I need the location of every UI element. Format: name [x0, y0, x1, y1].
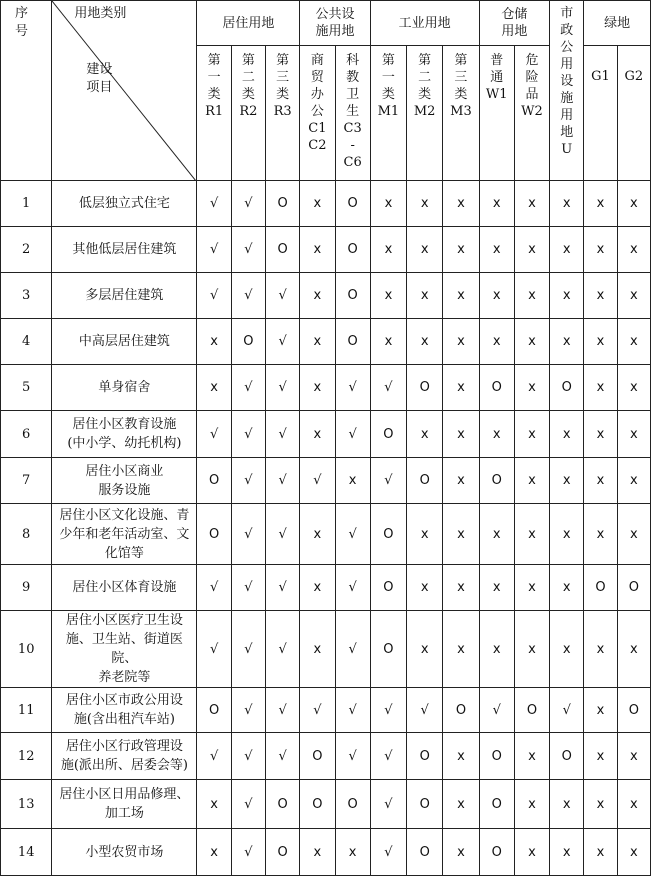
group-municipal-utility	[550, 1, 584, 181]
municipal-utility-label: 市 政 公 用 设 施 用 地 U	[560, 6, 574, 157]
compatibility-mark: O	[407, 733, 443, 780]
compatibility-mark: x	[197, 780, 231, 829]
sub-c1c2: 商 贸 办 公 C1 C2	[300, 46, 335, 181]
group-residential: 居住用地	[197, 1, 300, 46]
compatibility-mark: O	[265, 829, 299, 876]
table-row	[1, 780, 651, 829]
compatibility-mark: x	[514, 611, 549, 688]
project-name: 居住小区教育设施 (中小学、幼托机构)	[52, 411, 197, 458]
row-number: 4	[1, 319, 52, 365]
row-number: 8	[1, 504, 52, 565]
compatibility-mark: x	[443, 829, 479, 876]
land-category-label: 用地类别	[74, 6, 127, 21]
row-number: 14	[1, 829, 52, 876]
sub-m2: 第 二 类 M2	[407, 46, 443, 181]
compatibility-mark: O	[479, 365, 514, 411]
compatibility-mark: x	[584, 733, 617, 780]
compatibility-mark: x	[407, 227, 443, 273]
compatibility-mark: O	[197, 688, 231, 733]
project-name: 单身宿舍	[52, 365, 197, 411]
compatibility-mark: √	[197, 273, 231, 319]
project-name: 中高层居住建筑	[52, 319, 197, 365]
compatibility-mark: x	[300, 411, 335, 458]
compatibility-mark: √	[370, 688, 406, 733]
compatibility-mark: x	[335, 458, 370, 504]
compatibility-mark: √	[265, 504, 299, 565]
project-name: 其他低层居住建筑	[52, 227, 197, 273]
compatibility-mark: x	[514, 227, 549, 273]
compatibility-mark: x	[514, 829, 549, 876]
project-label: 建设 项目	[86, 62, 113, 95]
compatibility-mark: x	[550, 181, 584, 227]
compatibility-mark: x	[617, 227, 650, 273]
compatibility-mark: x	[514, 504, 549, 565]
compatibility-mark: O	[197, 504, 231, 565]
compatibility-mark: x	[584, 411, 617, 458]
row-number: 11	[1, 688, 52, 733]
table-row	[1, 829, 651, 876]
compatibility-mark: x	[550, 273, 584, 319]
compatibility-mark: O	[335, 273, 370, 319]
compatibility-mark: x	[300, 829, 335, 876]
compatibility-mark: √	[335, 688, 370, 733]
sub-c3c6: 科 教 卫 生 C3 - C6	[335, 46, 370, 181]
table-row	[1, 365, 651, 411]
project-name: 居住小区日用品修理、 加工场	[52, 780, 197, 829]
compatibility-mark: x	[300, 273, 335, 319]
compatibility-mark: O	[300, 733, 335, 780]
table-row	[1, 273, 651, 319]
compatibility-mark: x	[370, 319, 406, 365]
compatibility-mark: x	[514, 733, 549, 780]
project-name: 低层独立式住宅	[52, 181, 197, 227]
compatibility-mark: √	[231, 181, 265, 227]
compatibility-mark: √	[231, 780, 265, 829]
project-name: 居住小区文化设施、青 少年和老年活动室、文 化馆等	[52, 504, 197, 565]
row-number: 5	[1, 365, 52, 411]
compatibility-mark: x	[407, 411, 443, 458]
compatibility-mark: x	[407, 565, 443, 611]
table-row	[1, 411, 651, 458]
project-name: 小型农贸市场	[52, 829, 197, 876]
compatibility-mark: O	[479, 733, 514, 780]
row-number: 9	[1, 565, 52, 611]
compatibility-mark: O	[479, 458, 514, 504]
compatibility-mark: O	[407, 829, 443, 876]
compatibility-mark: O	[335, 227, 370, 273]
compatibility-mark: O	[479, 829, 514, 876]
compatibility-mark: x	[514, 458, 549, 504]
compatibility-mark: √	[265, 273, 299, 319]
compatibility-mark: x	[300, 181, 335, 227]
compatibility-mark: √	[265, 611, 299, 688]
compatibility-mark: x	[514, 273, 549, 319]
compatibility-mark: x	[617, 319, 650, 365]
compatibility-mark: x	[617, 458, 650, 504]
compatibility-mark: x	[617, 273, 650, 319]
table-row	[1, 181, 651, 227]
compatibility-mark: √	[335, 504, 370, 565]
compatibility-mark: x	[479, 273, 514, 319]
compatibility-mark: x	[584, 611, 617, 688]
compatibility-mark: √	[231, 273, 265, 319]
compatibility-mark: x	[443, 458, 479, 504]
compatibility-mark: x	[443, 227, 479, 273]
sub-g1: G1	[584, 46, 617, 181]
table-row	[1, 319, 651, 365]
compatibility-mark: x	[617, 611, 650, 688]
compatibility-mark: x	[443, 733, 479, 780]
compatibility-mark: √	[197, 181, 231, 227]
compatibility-mark: x	[197, 829, 231, 876]
compatibility-mark: x	[300, 565, 335, 611]
compatibility-mark: x	[407, 181, 443, 227]
compatibility-mark: √	[231, 733, 265, 780]
compatibility-mark: √	[300, 688, 335, 733]
compatibility-mark: O	[550, 365, 584, 411]
group-public-facility: 公共设 施用地	[300, 1, 371, 46]
compatibility-mark: O	[617, 688, 650, 733]
compatibility-mark: x	[617, 829, 650, 876]
compatibility-mark: x	[479, 319, 514, 365]
compatibility-mark: √	[231, 504, 265, 565]
project-name: 居住小区商业 服务设施	[52, 458, 197, 504]
table-row	[1, 458, 651, 504]
row-number: 7	[1, 458, 52, 504]
compatibility-mark: √	[335, 365, 370, 411]
table-row	[1, 227, 651, 273]
compatibility-mark: x	[514, 365, 549, 411]
compatibility-mark: O	[514, 688, 549, 733]
compatibility-mark: x	[197, 365, 231, 411]
compatibility-mark: x	[550, 565, 584, 611]
compatibility-mark: x	[584, 829, 617, 876]
row-number: 6	[1, 411, 52, 458]
compatibility-mark: x	[335, 829, 370, 876]
compatibility-mark: x	[443, 565, 479, 611]
row-number: 10	[1, 611, 52, 688]
compatibility-mark: O	[265, 227, 299, 273]
compatibility-mark: √	[231, 411, 265, 458]
project-name: 居住小区医疗卫生设 施、卫生站、街道医院、 养老院等	[52, 611, 197, 688]
compatibility-mark: x	[479, 565, 514, 611]
compatibility-mark: x	[443, 181, 479, 227]
compatibility-mark: x	[370, 227, 406, 273]
compatibility-mark: √	[370, 365, 406, 411]
compatibility-mark: x	[300, 227, 335, 273]
table-row	[1, 688, 651, 733]
sub-r3: 第 三 类 R3	[265, 46, 299, 181]
sub-m3: 第 三 类 M3	[443, 46, 479, 181]
compatibility-mark: √	[197, 565, 231, 611]
compatibility-mark: √	[265, 319, 299, 365]
row-number: 12	[1, 733, 52, 780]
project-name: 居住小区市政公用设 施(含出租汽车站)	[52, 688, 197, 733]
compatibility-mark: √	[370, 458, 406, 504]
compatibility-mark: x	[550, 458, 584, 504]
sub-w1: 普 通 W1	[479, 46, 514, 181]
compatibility-mark: √	[231, 565, 265, 611]
compatibility-mark: x	[617, 411, 650, 458]
sub-r1: 第 一 类 R1	[197, 46, 231, 181]
compatibility-mark: √	[370, 780, 406, 829]
compatibility-mark: O	[335, 181, 370, 227]
table-row	[1, 611, 651, 688]
compatibility-mark: x	[443, 411, 479, 458]
compatibility-mark: √	[407, 688, 443, 733]
table-body	[1, 181, 651, 876]
compatibility-mark: O	[265, 780, 299, 829]
compatibility-mark: √	[197, 411, 231, 458]
compatibility-mark: √	[231, 829, 265, 876]
compatibility-mark: √	[265, 688, 299, 733]
header-diagonal-line	[52, 1, 196, 181]
compatibility-mark: √	[197, 611, 231, 688]
compatibility-mark: x	[584, 273, 617, 319]
compatibility-mark: x	[550, 319, 584, 365]
compatibility-mark: x	[443, 504, 479, 565]
compatibility-mark: x	[370, 181, 406, 227]
compatibility-mark: √	[300, 458, 335, 504]
compatibility-mark: √	[231, 227, 265, 273]
compatibility-mark: √	[265, 458, 299, 504]
row-number: 1	[1, 181, 52, 227]
compatibility-mark: x	[514, 181, 549, 227]
compatibility-mark: √	[335, 565, 370, 611]
compatibility-mark: √	[231, 458, 265, 504]
compatibility-mark: √	[370, 733, 406, 780]
table-row	[1, 565, 651, 611]
compatibility-mark: x	[443, 319, 479, 365]
compatibility-mark: O	[335, 780, 370, 829]
sub-m1: 第 一 类 M1	[370, 46, 406, 181]
compatibility-mark: x	[617, 733, 650, 780]
compatibility-mark: √	[550, 688, 584, 733]
compatibility-mark: O	[407, 365, 443, 411]
compatibility-mark: √	[370, 829, 406, 876]
compatibility-mark: O	[407, 780, 443, 829]
row-number: 3	[1, 273, 52, 319]
compatibility-mark: x	[550, 504, 584, 565]
compatibility-mark: O	[197, 458, 231, 504]
compatibility-mark: x	[407, 611, 443, 688]
compatibility-mark: x	[479, 181, 514, 227]
compatibility-mark: x	[617, 780, 650, 829]
compatibility-mark: x	[479, 611, 514, 688]
compatibility-mark: x	[584, 688, 617, 733]
compatibility-mark: O	[231, 319, 265, 365]
compatibility-mark: x	[584, 227, 617, 273]
sub-g2: G2	[617, 46, 650, 181]
compatibility-mark: x	[300, 319, 335, 365]
compatibility-mark: x	[584, 181, 617, 227]
compatibility-mark: x	[617, 504, 650, 565]
compatibility-mark: O	[300, 780, 335, 829]
compatibility-mark: x	[617, 181, 650, 227]
compatibility-mark: √	[265, 365, 299, 411]
compatibility-mark: O	[370, 504, 406, 565]
compatibility-mark: O	[550, 733, 584, 780]
compatibility-mark: x	[584, 780, 617, 829]
compatibility-mark: O	[370, 411, 406, 458]
table-row	[1, 504, 651, 565]
compatibility-mark: x	[584, 319, 617, 365]
compatibility-mark: x	[550, 611, 584, 688]
compatibility-mark: x	[584, 504, 617, 565]
compatibility-mark: O	[370, 611, 406, 688]
category-project-header	[52, 1, 197, 181]
compatibility-mark: O	[443, 688, 479, 733]
compatibility-mark: x	[514, 780, 549, 829]
project-name: 多层居住建筑	[52, 273, 197, 319]
compatibility-mark: x	[617, 365, 650, 411]
compatibility-mark: x	[584, 365, 617, 411]
compatibility-mark: √	[335, 411, 370, 458]
row-number: 13	[1, 780, 52, 829]
compatibility-mark: √	[197, 227, 231, 273]
compatibility-mark: x	[514, 411, 549, 458]
compatibility-mark: √	[197, 733, 231, 780]
compatibility-mark: x	[443, 611, 479, 688]
compatibility-mark: x	[479, 504, 514, 565]
seq-header-label: 序 号	[15, 6, 29, 39]
compatibility-mark: O	[265, 181, 299, 227]
compatibility-mark: x	[407, 504, 443, 565]
compatibility-mark: x	[479, 227, 514, 273]
row-number: 2	[1, 227, 52, 273]
compatibility-mark: x	[514, 565, 549, 611]
compatibility-mark: x	[300, 611, 335, 688]
compatibility-mark: x	[479, 411, 514, 458]
compatibility-mark: √	[335, 611, 370, 688]
compatibility-mark: x	[443, 273, 479, 319]
compatibility-mark: x	[370, 273, 406, 319]
compatibility-mark: x	[514, 319, 549, 365]
compatibility-mark: x	[197, 319, 231, 365]
compatibility-mark: x	[300, 365, 335, 411]
compatibility-mark: x	[550, 829, 584, 876]
compatibility-mark: x	[443, 365, 479, 411]
compatibility-mark: √	[265, 565, 299, 611]
compatibility-mark: √	[265, 733, 299, 780]
compatibility-mark: x	[407, 319, 443, 365]
compatibility-mark: √	[335, 733, 370, 780]
group-green-space: 绿地	[584, 1, 651, 46]
compatibility-mark: x	[407, 273, 443, 319]
compatibility-mark: O	[479, 780, 514, 829]
compatibility-mark: √	[265, 411, 299, 458]
compatibility-mark: √	[231, 688, 265, 733]
seq-header	[1, 1, 52, 181]
compatibility-mark: O	[335, 319, 370, 365]
compatibility-mark: √	[231, 611, 265, 688]
sub-r2: 第 二 类 R2	[231, 46, 265, 181]
compatibility-mark: √	[231, 365, 265, 411]
compatibility-mark: x	[300, 504, 335, 565]
compatibility-mark: √	[479, 688, 514, 733]
table-row	[1, 733, 651, 780]
compatibility-mark: O	[370, 565, 406, 611]
compatibility-mark: x	[550, 227, 584, 273]
project-name: 居住小区体育设施	[52, 565, 197, 611]
sub-w2: 危 险 品 W2	[514, 46, 549, 181]
compatibility-mark: O	[584, 565, 617, 611]
compatibility-mark: O	[407, 458, 443, 504]
project-name: 居住小区行政管理设 施(派出所、居委会等)	[52, 733, 197, 780]
group-industrial: 工业用地	[370, 1, 479, 46]
group-storage: 仓储 用地	[479, 1, 550, 46]
compatibility-mark: x	[550, 411, 584, 458]
compatibility-mark: x	[443, 780, 479, 829]
compatibility-mark: O	[617, 565, 650, 611]
compatibility-mark: x	[550, 780, 584, 829]
compatibility-mark: x	[584, 458, 617, 504]
